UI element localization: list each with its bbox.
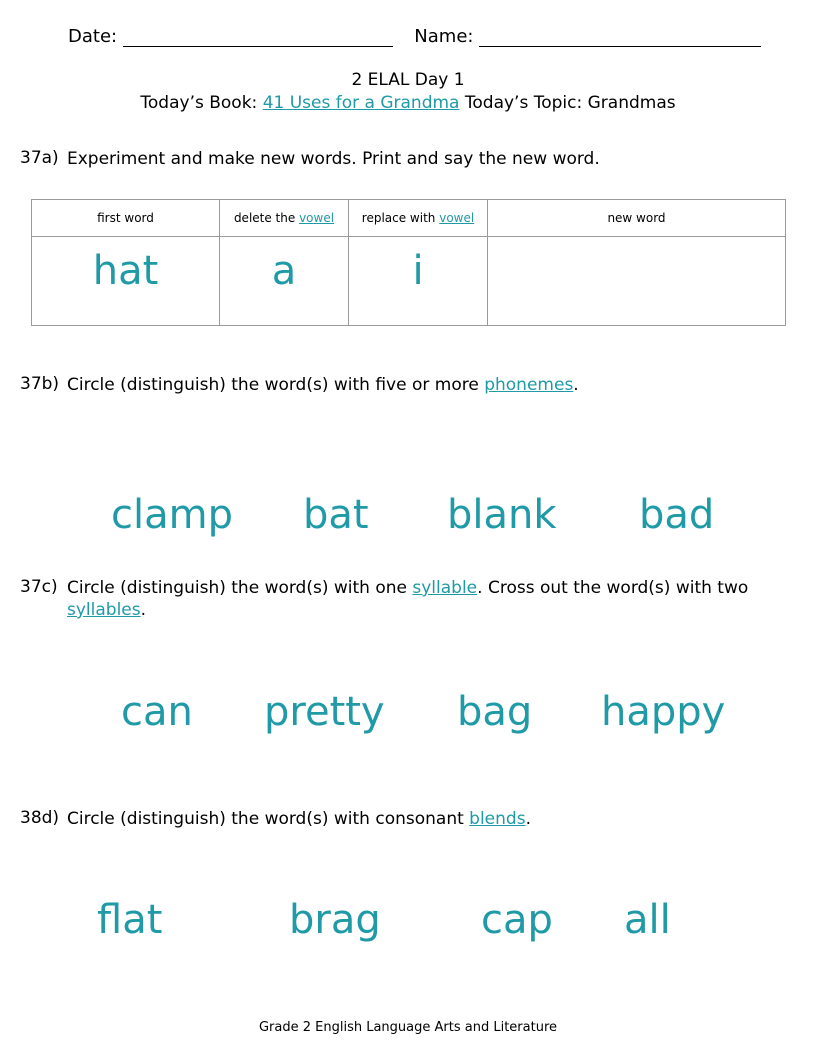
question-38d-text: Circle (distinguish) the word(s) with consonant — [67, 809, 464, 829]
question-number-37c: 37c) — [20, 577, 58, 597]
column-header-new-word: new word — [488, 200, 786, 237]
word-choice-brag[interactable]: brag — [289, 897, 381, 943]
word-choice-bad[interactable]: bad — [639, 492, 715, 538]
date-label: Date: — [68, 26, 118, 47]
question-38d-period: . — [525, 809, 531, 829]
cell-replace-vowel — [349, 237, 488, 326]
question-37c-period: . — [140, 600, 147, 620]
cell-first-word — [32, 237, 220, 326]
replace-vowel-value: i — [412, 248, 424, 294]
word-choice-all[interactable]: all — [624, 897, 671, 943]
vowel-link-delete[interactable]: vowel — [299, 211, 335, 225]
word-choice-bat[interactable]: bat — [303, 492, 369, 538]
replace-label: replace with — [361, 211, 436, 225]
question-number-37b: 37b) — [20, 374, 60, 394]
cell-new-word-input[interactable] — [488, 237, 786, 326]
question-37c-text2: . Cross out the word(s) with two — [477, 578, 749, 598]
question-number-37a: 37a) — [20, 148, 59, 168]
word-choice-can[interactable]: can — [121, 689, 193, 735]
question-text-38d — [67, 808, 787, 830]
column-header-delete — [220, 200, 349, 237]
word-experiment-table — [31, 199, 786, 326]
word-choice-blank[interactable]: blank — [447, 492, 557, 538]
cell-delete-vowel — [220, 237, 349, 326]
question-37c-text1: Circle (distinguish) the word(s) with one — [67, 578, 407, 598]
table-header-row — [32, 200, 786, 237]
book-label: Today’s Book: — [140, 93, 258, 113]
word-choice-happy[interactable]: happy — [601, 689, 726, 735]
topic-label: Today’s Topic: — [464, 93, 583, 113]
question-number-38d: 38d) — [20, 808, 60, 828]
question-text-37b — [67, 374, 787, 396]
word-choice-cap[interactable]: cap — [481, 897, 553, 943]
question-text-37c — [67, 577, 792, 621]
word-choice-clamp[interactable]: clamp — [111, 492, 233, 538]
syllables-link[interactable]: syllables — [67, 600, 141, 620]
word-choice-pretty[interactable]: pretty — [264, 689, 385, 735]
syllable-link[interactable]: syllable — [412, 578, 478, 598]
word-choice-bag[interactable]: bag — [457, 689, 533, 735]
phonemes-link[interactable]: phonemes — [484, 375, 574, 395]
page-title: 2 ELAL Day 1 — [351, 70, 465, 90]
table-row — [32, 237, 786, 326]
column-header-replace — [349, 200, 488, 237]
delete-vowel-value: a — [271, 248, 297, 294]
book-title-link[interactable]: 41 Uses for a Grandma — [262, 93, 460, 113]
question-37b-text: Circle (distinguish) the word(s) with five or more — [67, 375, 479, 395]
new-word-value — [489, 238, 784, 248]
question-text-37a: Experiment and make new words. Print and say the new word. — [67, 149, 600, 169]
name-blank[interactable] — [479, 29, 761, 47]
date-name-header — [68, 26, 761, 47]
date-blank[interactable] — [123, 29, 393, 47]
vowel-link-replace[interactable]: vowel — [439, 211, 475, 225]
column-header-first-word: first word — [32, 200, 220, 237]
question-37b-period: . — [573, 375, 579, 395]
blends-link[interactable]: blends — [469, 809, 526, 829]
word-choice-flat[interactable]: flat — [97, 897, 163, 943]
delete-label: delete the — [233, 211, 296, 225]
book-topic-line — [0, 93, 816, 113]
topic-value: Grandmas — [587, 93, 676, 113]
page-footer: Grade 2 English Language Arts and Literature — [258, 1020, 558, 1035]
name-label: Name: — [414, 26, 474, 47]
first-word-value: hat — [92, 248, 159, 294]
